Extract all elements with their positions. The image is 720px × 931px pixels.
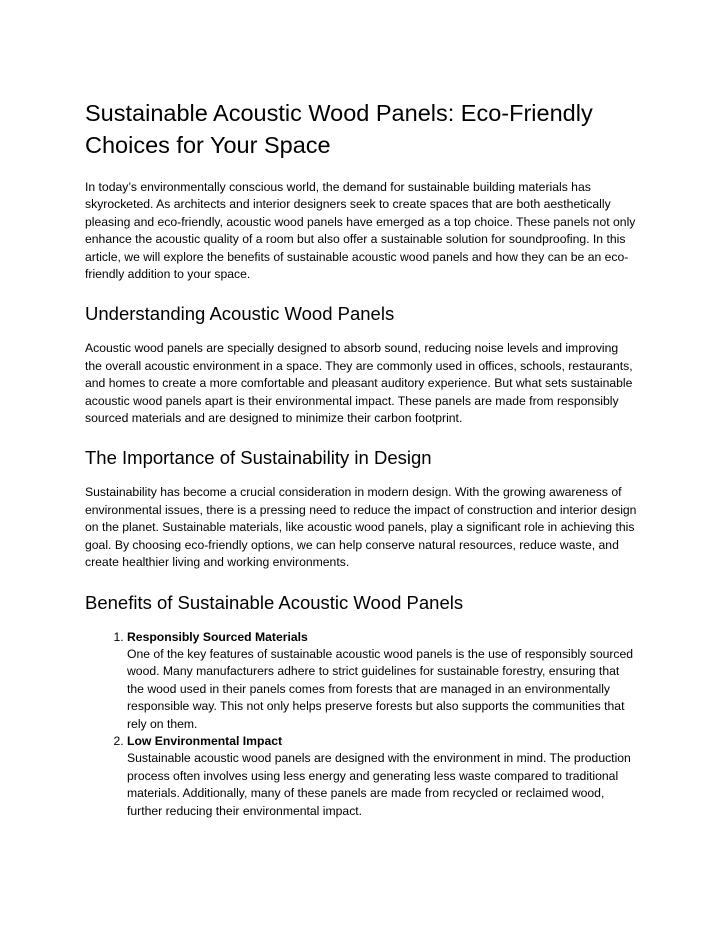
list-item	[127, 733, 637, 820]
intro-paragraph: In today’s environmentally conscious world, the demand for sustainable building materials has skyrocketed. As architects and interior designers seek to create spaces that are both aesthetically pleasing and eco-friendly, acoustic wood panels have emerged as a top choice. These panels not only enhance the acoustic quality of a room but also offer a sustainable solution for soundproofing. In this article, we will explore the benefits of sustainable acoustic wood panels and how they can be an eco-friendly addition to your space.	[85, 180, 636, 282]
list-item-body: Sustainable acoustic wood panels are designed with the environment in mind. The production process often involves using less energy and generating less waste compared to traditional materials. Additionally, many of these panels are made from recycled or reclaimed wood, further reducing their environmental impact.	[127, 751, 631, 818]
list-item	[127, 629, 637, 733]
section-body-importance: Sustainability has become a crucial consideration in modern design. With the growing awareness of environmental issues, there is a pressing need to reduce the impact of construction and interior design on the planet. Sustainable materials, like acoustic wood panels, play a significant role in achieving this goal. By choosing eco-friendly options, we can help conserve natural resources, reduce waste, and create healthier living and working environments.	[85, 485, 637, 570]
section-heading-benefits: Benefits of Sustainable Acoustic Wood Panels	[85, 591, 464, 613]
page-title: Sustainable Acoustic Wood Panels: Eco-Friendly Choices for Your Space	[85, 100, 593, 158]
section-heading-importance: The Importance of Sustainability in Design	[85, 447, 432, 469]
list-item-title: 1. Responsibly Sourced Materials	[127, 629, 308, 644]
list-item-title: 2. Low Environmental Impact	[127, 733, 283, 748]
document-page	[85, 97, 637, 820]
section-heading-understanding: Understanding Acoustic Wood Panels	[85, 303, 395, 325]
benefits-list	[85, 629, 637, 820]
list-item-body: One of the key features of sustainable acoustic wood panels is the use of responsibly sourced wood. Many manufacturers adhere to strict guidelines for sustainable forestry, ensuring that the wood used in their panels comes from forests that are managed in an environmentally responsible way. This not only helps preserve forests but also supports the communities that rely on them.	[127, 646, 634, 731]
section-body-understanding: Acoustic wood panels are specially designed to absorb sound, reducing noise levels and improving the overall acoustic environment in a space. They are commonly used in offices, schools, restaurants, and homes to create a more comfortable and pleasant auditory experience. But what sets sustainable acoustic wood panels apart is their environmental impact. These panels are made from responsibly sourced materials and are designed to minimize their carbon footprint.	[85, 341, 633, 426]
